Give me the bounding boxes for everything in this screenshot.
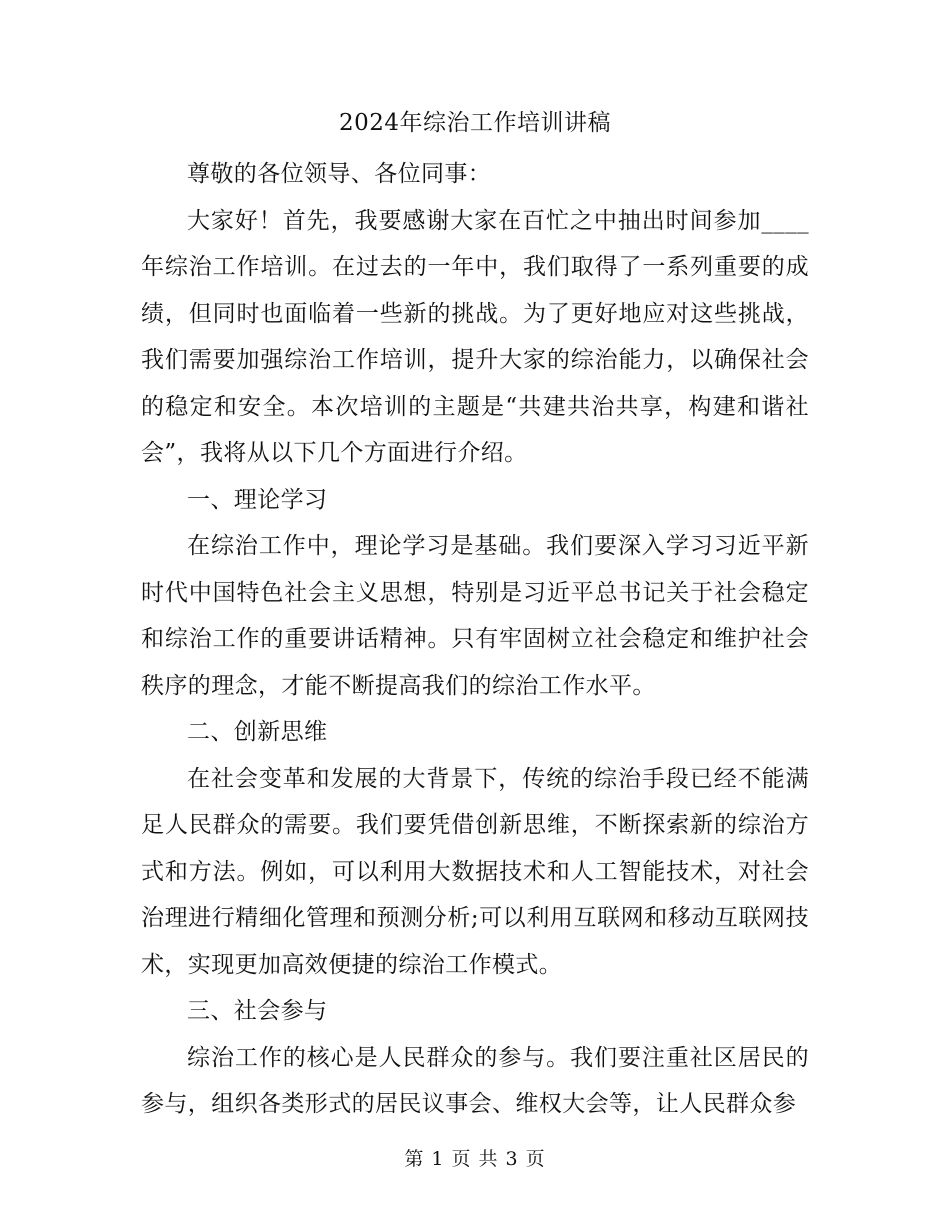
section-heading-participation: 三、社会参与 — [187, 998, 328, 1024]
intro-paragraph: 大家好！首先，我要感谢大家在百忙之中抽出时间参加____年综治工作培训。在过去的一年中，我们取得了一系列重要的成绩，但同时也面临着一些新的挑战。为了更好地应对这些挑战，我们需要加强综治工作培训，提升大家的综治能力，以确保社会的稳定和安全。本次培训的主题是“共建共治共享，构建和谐社会”，我将从以下几个方面进行介绍。 — [141, 207, 809, 466]
section-heading-innovation: 二、创新思维 — [187, 719, 328, 745]
salutation: 尊敬的各位领导、各位同事： — [187, 161, 492, 187]
section-heading-theory: 一、理论学习 — [187, 486, 328, 513]
document-body — [141, 151, 809, 1128]
section-body-theory: 在综治工作中，理论学习是基础。我们要深入学习习近平新时代中国特色社会主义思想，特别是习近平总书记关于社会稳定和综治工作的重要讲话精神。只有牢固树立社会稳定和维护社会秩序的理念，才能不断提高我们的综治工作水平。 — [141, 533, 809, 699]
section-body-innovation: 在社会变革和发展的大背景下，传统的综治手段已经不能满足人民群众的需要。我们要凭借创新思维，不断探索新的综治方式和方法。例如，可以利用大数据技术和人工智能技术，对社会治理进行精细化管理和预测分析;可以利用互联网和移动互联网技术，实现更加高效便捷的综治工作模式。 — [141, 765, 809, 978]
section-body-participation: 综治工作的核心是人民群众的参与。我们要注重社区居民的参与，组织各类形式的居民议事会、维权大会等，让人民群众参 — [141, 1044, 809, 1117]
document-title: 2024年综治工作培训讲稿 — [338, 110, 612, 136]
page-number-footer: 第 1 页 共 3 页 — [404, 1148, 546, 1170]
